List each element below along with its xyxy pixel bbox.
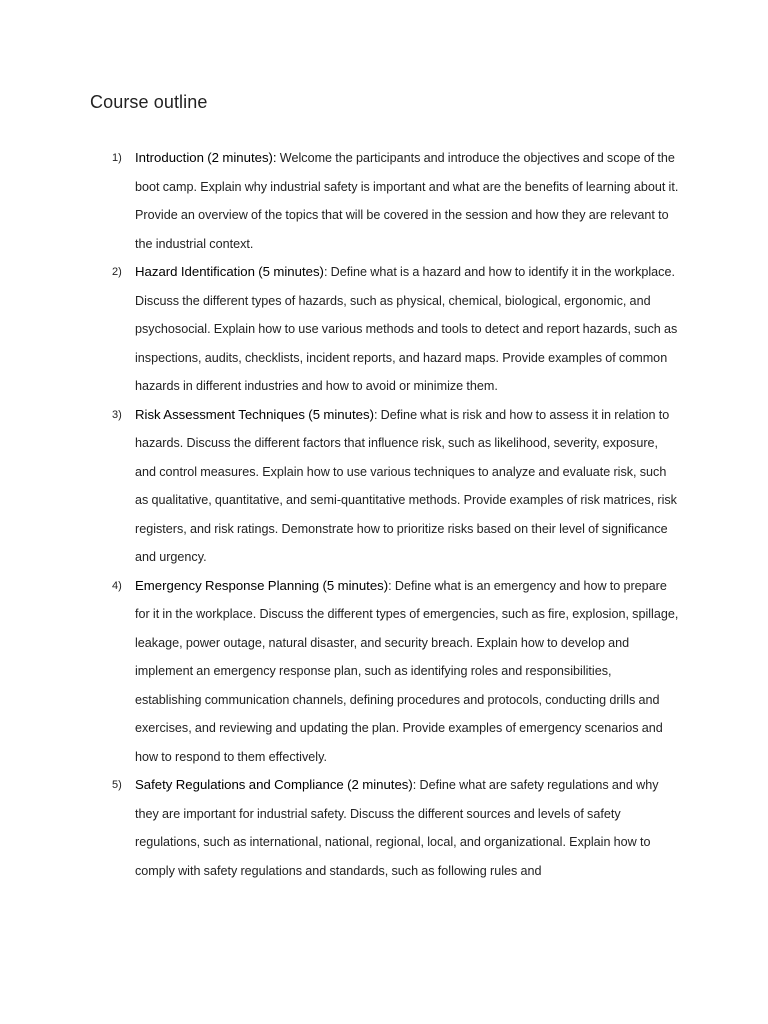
item-number: 3) (112, 408, 122, 421)
item-heading: Introduction (2 minutes): (135, 150, 277, 165)
item-number: 2) (112, 266, 122, 278)
item-number: 4) (112, 579, 122, 592)
list-item (0, 401, 768, 572)
item-body (135, 401, 680, 572)
item-body (135, 144, 680, 258)
item-number: 5) (112, 779, 122, 791)
item-text: : Define what is a hazard and how to identify it in the workplace. Discuss the different types of hazards, such as physical, chemical, biological, ergonomic, and psychosocial. Explain how to use various methods and tools to detect and report hazards, such as inspections, audits, checklists, incident reports, and hazard maps. Provide examples of common hazards in different industries and how to avoid or minimize them. (135, 265, 678, 393)
list-item (0, 771, 768, 885)
list-item (0, 144, 768, 258)
list-item (0, 572, 768, 772)
item-text: Welcome the participants and introduce the objectives and scope of the boot camp. Explain why industrial safety is important and what are the benefits of learning about it. Provide an overview of the topics that will be covered in the session and how they are relevant to the industrial context. (135, 151, 679, 251)
item-heading: Risk Assessment Techniques (5 minutes) (135, 406, 374, 422)
list-item (0, 258, 768, 401)
item-heading: Hazard Identification (5 minutes) (135, 264, 324, 279)
page-title: Course outline (90, 92, 208, 112)
item-heading: Safety Regulations and Compliance (2 minutes) (135, 777, 413, 792)
item-text: : Define what is risk and how to assess it in relation to hazards. Discuss the different factors that influence risk, such as likelihood, severity, exposure, and control measures. Explain how to use various techniques to analyze and evaluate risk, such as qualitative, quantitative, and semi-quantitative methods. Provide examples of risk matrices, risk registers, and risk ratings. Demonstrate how to prioritize risks based on their level of significance and urgency. (135, 407, 677, 564)
item-text: : Define what are safety regulations and why they are important for industrial safety. Discuss the different sources and levels of safety regulations, such as international, national, regional, local, and organizational. Explain how to comply with safety regulations and standards, such as following rules and (135, 778, 659, 878)
item-body (135, 572, 680, 772)
item-body (135, 258, 680, 401)
item-body (135, 771, 680, 885)
course-outline-list (0, 144, 768, 885)
item-heading: Emergency Response Planning (5 minutes) (135, 577, 389, 593)
item-text: : Define what is an emergency and how to prepare for it in the workplace. Discuss the different types of emergencies, such as fire, explosion, spillage, leakage, power outage, natural disaster, and security breach. Explain how to develop and implement an emergency response plan, such as identifying roles and responsibilities, establishing communication channels, defining procedures and protocols, conducting drills and exercises, and reviewing and updating the plan. Provide examples of emergency scenarios and how to respond to them effectively. (135, 578, 679, 764)
item-number: 1) (112, 152, 122, 164)
